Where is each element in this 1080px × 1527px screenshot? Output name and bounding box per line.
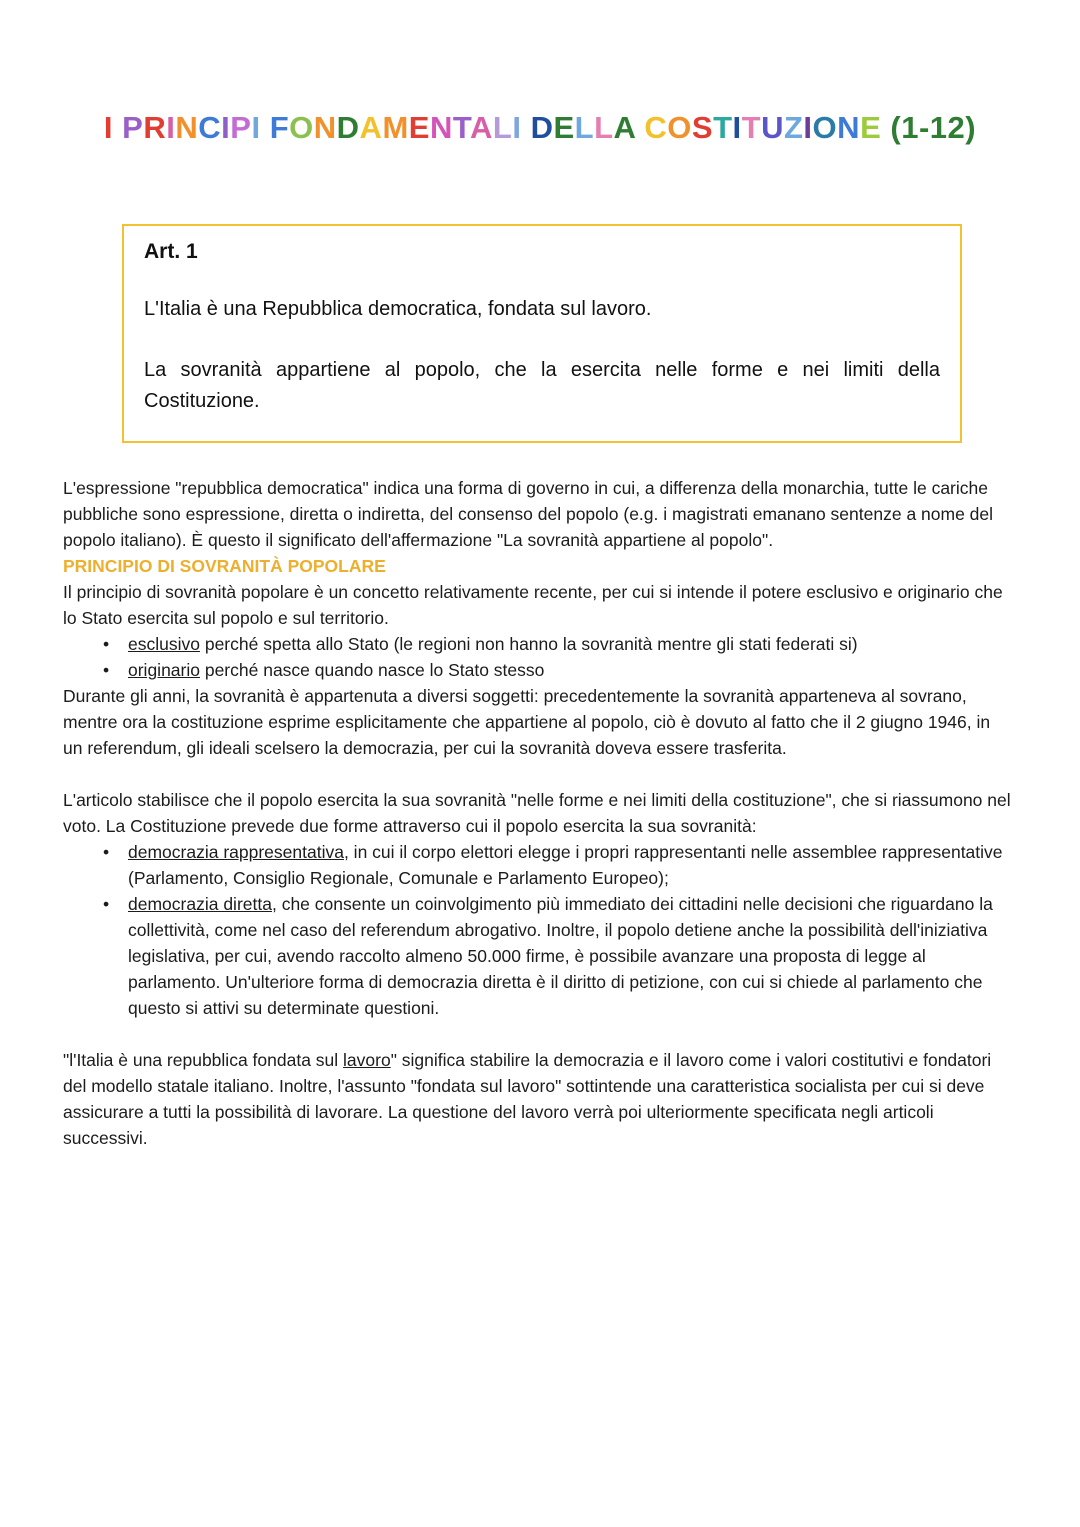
bullet-list	[63, 631, 1012, 683]
title-letter: I	[803, 110, 813, 145]
text-segment: "l'Italia è una repubblica fondata sul	[63, 1050, 344, 1070]
title-letter: D	[336, 110, 360, 145]
title-letter: N	[175, 110, 199, 145]
article-heading: Art. 1	[144, 240, 198, 263]
article-text-line-1: L'Italia è una Repubblica democratica, fondata sul lavoro.	[144, 298, 652, 320]
title-letter: L	[574, 110, 595, 145]
title-letter: C	[644, 110, 668, 145]
title-letter: F	[269, 110, 290, 145]
title-letter: N	[313, 110, 337, 145]
title-letter: E	[408, 110, 430, 145]
title-letter: (1-12)	[890, 110, 977, 145]
title-letter: R	[143, 110, 167, 145]
underlined-term: lavoro	[343, 1050, 391, 1070]
paragraph	[63, 579, 1012, 631]
title-letter: I	[221, 110, 231, 145]
underlined-term: democrazia diretta	[128, 894, 272, 914]
list-item	[63, 657, 1012, 683]
title-letter: C	[198, 110, 222, 145]
paragraph	[63, 475, 1012, 553]
document-body	[63, 475, 1012, 1151]
title-letter: D	[530, 110, 554, 145]
title-letter: T	[452, 110, 470, 145]
underlined-term: democrazia rappresentativa	[128, 842, 344, 862]
title-letter: T	[713, 110, 733, 145]
title-letter: Z	[783, 110, 804, 145]
text-segment: , in cui il corpo elettori elegge i propri rappresentanti nelle assemblee rappresentative (Parlamento, Consiglio Regionale, Comunale e Parlamento Europeo);	[128, 842, 1003, 888]
article-text-line-2: La sovranità appartiene al popolo, che la esercita nelle forme e nei limiti della Costituzione.	[144, 359, 940, 412]
text-segment: L'articolo stabilisce che il popolo esercita la sua sovranità "nelle forme e nei limiti della costituzione", che si riassumono nel voto. La Costituzione prevede due forme attraverso cui il popolo esercita la sua sovranità:	[63, 790, 1011, 836]
title-letter: O	[812, 110, 838, 145]
paragraph	[63, 683, 1012, 761]
title-letter: I	[103, 110, 114, 145]
title-letter: I	[512, 110, 522, 145]
title-letter: I	[166, 110, 176, 145]
title-letter: N	[429, 110, 453, 145]
text-segment: , che consente un coinvolgimento più immediato dei cittadini nelle decisioni che riguardano la collettività, come nel caso del referendum abrogativo. Inoltre, il popolo detiene anche la possibilità dell'iniziativa legislativa, per cui, avendo raccolto almeno 50.000 firme, è possibile avanzare una proposta di legge al parlamento. Un'ulteriore forma di democrazia diretta è il diritto di petizione, con cui si chiede al parlamento che questo si attivi su determinate questioni.	[128, 894, 993, 1018]
title-letter: A	[469, 110, 493, 145]
title-letter	[113, 110, 122, 145]
title-letter: E	[860, 110, 882, 145]
text-segment: " significa stabilire la democrazia e il lavoro come i valori costitutivi e fondatori del modello statale italiano. Inoltre, l'assunto "fondata sul lavoro" sottintende una caratteristica socialista per cui si deve assicurare a tutti la possibilità di lavorare. La questione del lavoro verrà poi ulteriormente specificata negli articoli successivi.	[63, 1050, 992, 1148]
paragraph	[63, 1047, 1012, 1151]
title-letter: O	[289, 110, 314, 145]
text-segment: Il principio di sovranità popolare è un concetto relativamente recente, per cui si intende il potere esclusivo e originario che lo Stato esercita sul popolo e sul territorio.	[63, 582, 1003, 628]
text-segment: perché spetta allo Stato (le regioni non hanno la sovranità mentre gli stati federati si)	[199, 634, 858, 654]
title-letter: P	[122, 110, 144, 145]
section-heading: PRINCIPIO DI SOVRANITÀ POPOLARE	[63, 556, 386, 576]
page-title	[0, 0, 1080, 146]
title-letter: U	[761, 110, 784, 145]
title-letter: E	[553, 110, 575, 145]
text-segment: L'espressione "repubblica democratica" indica una forma di governo in cui, a differenza della monarchia, tutte le cariche pubbliche sono espressione, diretta o indiretta, del consenso del popolo (e.g. i magistrati emanano sentenze a nome del popolo italiano). È questo il significato dell'affermazione "La sovranità appartiene al popolo".	[63, 478, 994, 550]
text-segment: Durante gli anni, la sovranità è appartenuta a diversi soggetti: precedentemente la sovranità apparteneva al sovrano, mentre ora la costituzione esprime esplicitamente che appartiene al popolo, ciò è dovuto al fatto che il 2 giugno 1946, in un referendum, gli ideali scelsero la democrazia, per cui la sovranità doveva essere trasferita.	[63, 686, 991, 758]
title-letter: M	[382, 110, 409, 145]
title-letter: I	[251, 110, 261, 145]
article-box	[122, 224, 962, 443]
title-letter: L	[594, 110, 614, 145]
underlined-term: originario	[128, 660, 200, 680]
title-letter	[881, 110, 890, 145]
title-letter: I	[732, 110, 742, 145]
title-letter: L	[492, 110, 513, 145]
title-letter: S	[691, 110, 714, 145]
title-letter: A	[613, 110, 636, 145]
text-segment: perché nasce quando nasce lo Stato stesso	[199, 660, 545, 680]
list-item	[63, 839, 1012, 891]
paragraph	[63, 787, 1012, 839]
title-letter	[521, 110, 530, 145]
title-letter: O	[667, 110, 692, 145]
title-letter: T	[741, 110, 762, 145]
underlined-term: esclusivo	[128, 634, 200, 654]
list-item	[63, 891, 1012, 1021]
list-item	[63, 631, 1012, 657]
bullet-list	[63, 839, 1012, 1021]
title-letter: P	[230, 110, 252, 145]
title-letter: A	[359, 110, 383, 145]
title-letter	[261, 110, 270, 145]
title-letter: N	[837, 110, 861, 145]
